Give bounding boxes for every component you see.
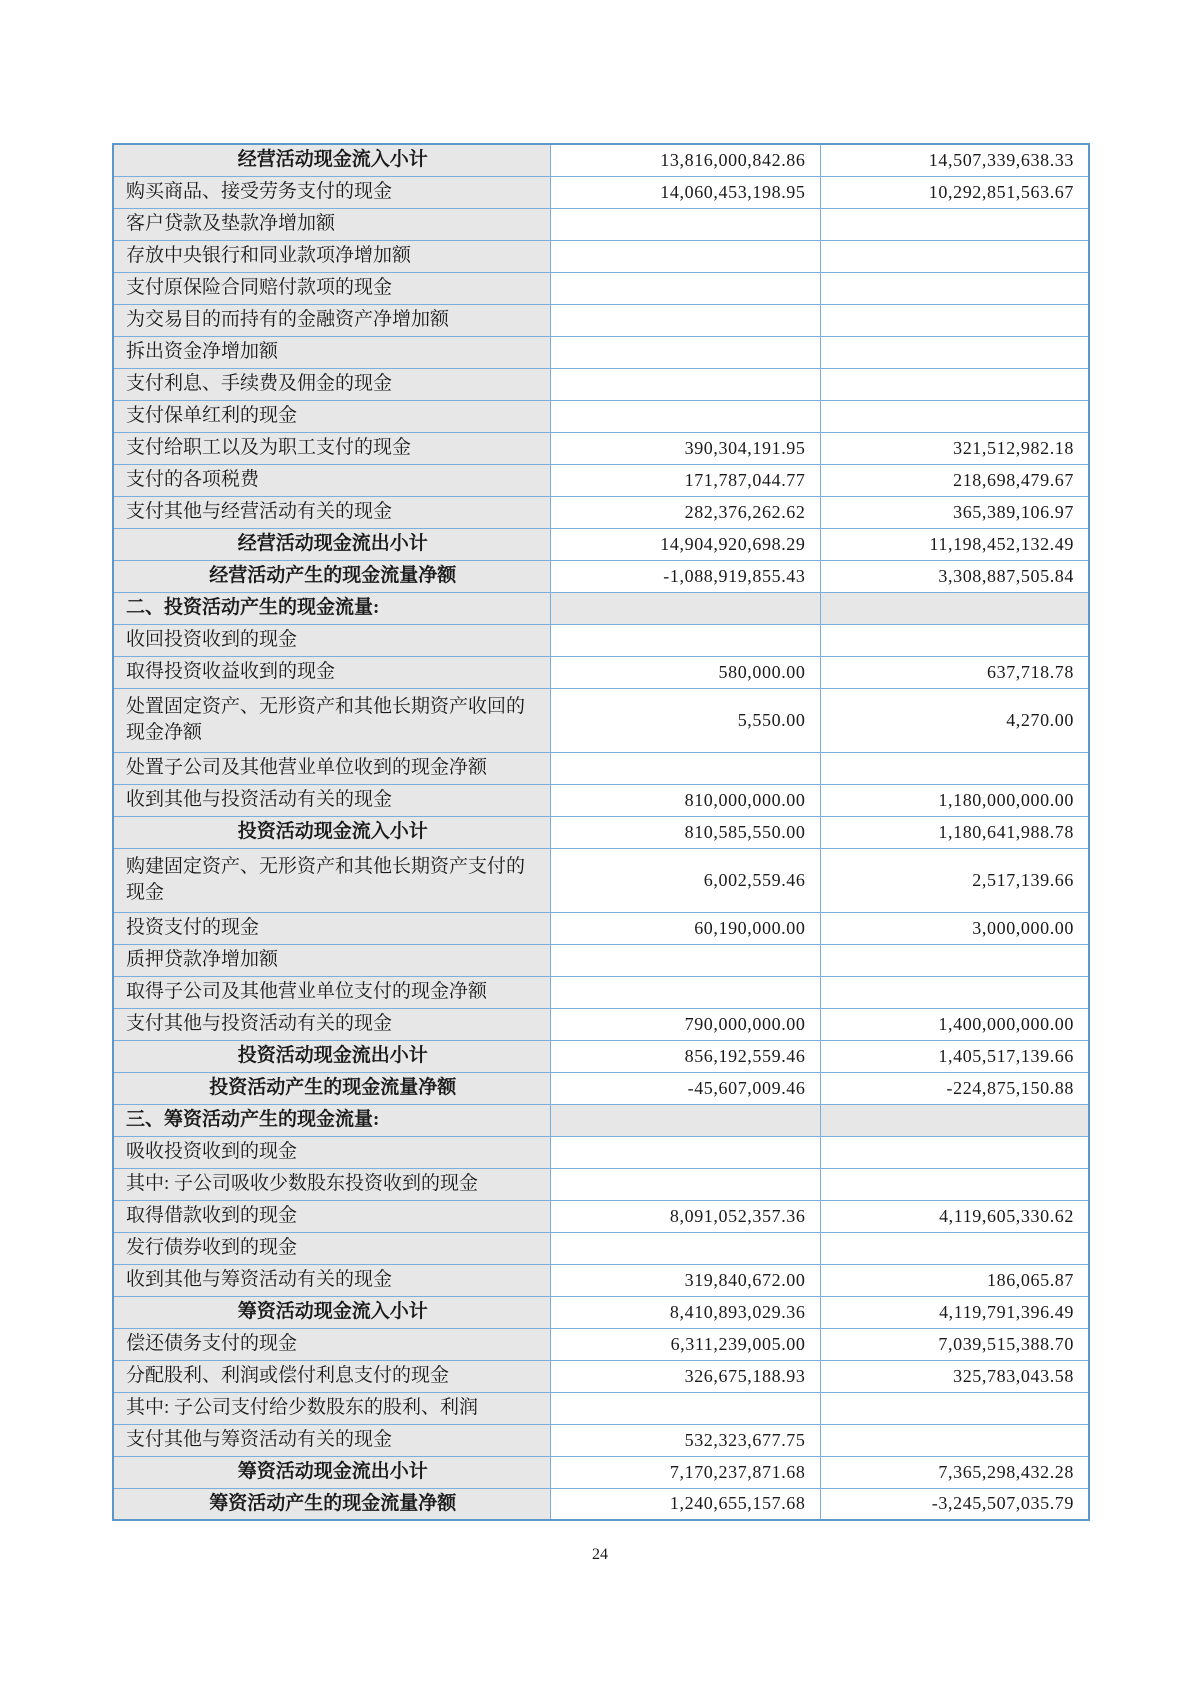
row-value-1 <box>550 1136 820 1168</box>
row-label: 购买商品、接受劳务支付的现金 <box>113 176 550 208</box>
row-label: 取得借款收到的现金 <box>113 1200 550 1232</box>
row-value-2: 11,198,452,132.49 <box>820 528 1089 560</box>
row-value-1 <box>550 1168 820 1200</box>
row-value-2: 4,270.00 <box>820 688 1089 752</box>
row-label: 经营活动现金流入小计 <box>113 144 550 176</box>
table-row <box>113 752 1089 784</box>
row-value-2: 365,389,106.97 <box>820 496 1089 528</box>
table-body <box>113 144 1089 1520</box>
table-row <box>113 208 1089 240</box>
row-value-2: 7,039,515,388.70 <box>820 1328 1089 1360</box>
table-row <box>113 1040 1089 1072</box>
row-value-2 <box>820 272 1089 304</box>
row-value-1: 856,192,559.46 <box>550 1040 820 1072</box>
row-value-2: 218,698,479.67 <box>820 464 1089 496</box>
table-row <box>113 1488 1089 1520</box>
row-label: 支付利息、手续费及佣金的现金 <box>113 368 550 400</box>
row-value-1 <box>550 368 820 400</box>
row-label: 分配股利、利润或偿付利息支付的现金 <box>113 1360 550 1392</box>
row-label: 取得子公司及其他营业单位支付的现金净额 <box>113 976 550 1008</box>
table-row <box>113 1232 1089 1264</box>
table-row <box>113 464 1089 496</box>
row-value-1: 390,304,191.95 <box>550 432 820 464</box>
row-value-2 <box>820 208 1089 240</box>
table-row <box>113 272 1089 304</box>
table-row <box>113 432 1089 464</box>
row-value-1: 6,311,239,005.00 <box>550 1328 820 1360</box>
table-row <box>113 1392 1089 1424</box>
row-value-1: -1,088,919,855.43 <box>550 560 820 592</box>
row-value-2 <box>820 1104 1089 1136</box>
row-label: 处置固定资产、无形资产和其他长期资产收回的现金净额 <box>113 688 550 752</box>
row-label: 取得投资收益收到的现金 <box>113 656 550 688</box>
row-label: 筹资活动现金流入小计 <box>113 1296 550 1328</box>
table-row <box>113 624 1089 656</box>
row-value-1 <box>550 1232 820 1264</box>
row-label: 支付其他与筹资活动有关的现金 <box>113 1424 550 1456</box>
row-label: 支付保单红利的现金 <box>113 400 550 432</box>
row-value-2 <box>820 304 1089 336</box>
row-value-1 <box>550 1104 820 1136</box>
row-value-2 <box>820 1136 1089 1168</box>
row-value-2 <box>820 1168 1089 1200</box>
table-row <box>113 176 1089 208</box>
row-label: 投资活动现金流出小计 <box>113 1040 550 1072</box>
row-value-2: 3,000,000.00 <box>820 912 1089 944</box>
row-value-1 <box>550 240 820 272</box>
row-value-2: 14,507,339,638.33 <box>820 144 1089 176</box>
row-value-2: -224,875,150.88 <box>820 1072 1089 1104</box>
row-label: 投资支付的现金 <box>113 912 550 944</box>
row-label: 客户贷款及垫款净增加额 <box>113 208 550 240</box>
row-value-1: 790,000,000.00 <box>550 1008 820 1040</box>
row-label: 支付给职工以及为职工支付的现金 <box>113 432 550 464</box>
row-value-2 <box>820 944 1089 976</box>
row-value-2: 3,308,887,505.84 <box>820 560 1089 592</box>
table-row <box>113 976 1089 1008</box>
row-value-1: 171,787,044.77 <box>550 464 820 496</box>
row-value-2: 321,512,982.18 <box>820 432 1089 464</box>
table-row <box>113 240 1089 272</box>
table-row <box>113 560 1089 592</box>
row-label: 为交易目的而持有的金融资产净增加额 <box>113 304 550 336</box>
row-value-2: 10,292,851,563.67 <box>820 176 1089 208</box>
row-value-2 <box>820 1392 1089 1424</box>
row-label: 其中: 子公司吸收少数股东投资收到的现金 <box>113 1168 550 1200</box>
table-row <box>113 1200 1089 1232</box>
row-label: 吸收投资收到的现金 <box>113 1136 550 1168</box>
cash-flow-table <box>112 143 1090 1521</box>
row-label: 偿还债务支付的现金 <box>113 1328 550 1360</box>
row-value-1: 580,000.00 <box>550 656 820 688</box>
table-row <box>113 1360 1089 1392</box>
table-row <box>113 784 1089 816</box>
row-value-1: 6,002,559.46 <box>550 848 820 912</box>
row-value-2: 1,180,000,000.00 <box>820 784 1089 816</box>
row-value-1 <box>550 752 820 784</box>
row-value-2: 7,365,298,432.28 <box>820 1456 1089 1488</box>
row-label: 收到其他与投资活动有关的现金 <box>113 784 550 816</box>
row-value-1: 319,840,672.00 <box>550 1264 820 1296</box>
table-row <box>113 144 1089 176</box>
table-row <box>113 1328 1089 1360</box>
row-label: 经营活动产生的现金流量净额 <box>113 560 550 592</box>
row-value-2 <box>820 336 1089 368</box>
row-label: 其中: 子公司支付给少数股东的股利、利润 <box>113 1392 550 1424</box>
row-value-1: 60,190,000.00 <box>550 912 820 944</box>
row-label: 购建固定资产、无形资产和其他长期资产支付的现金 <box>113 848 550 912</box>
table-row <box>113 656 1089 688</box>
row-value-1: 810,000,000.00 <box>550 784 820 816</box>
row-value-1: 282,376,262.62 <box>550 496 820 528</box>
table-row <box>113 1136 1089 1168</box>
row-value-1 <box>550 208 820 240</box>
table-row <box>113 528 1089 560</box>
row-label: 收回投资收到的现金 <box>113 624 550 656</box>
row-label: 投资活动现金流入小计 <box>113 816 550 848</box>
table-row <box>113 336 1089 368</box>
table-row <box>113 400 1089 432</box>
row-value-1 <box>550 1392 820 1424</box>
table-row <box>113 1008 1089 1040</box>
table-row <box>113 368 1089 400</box>
row-label: 三、筹资活动产生的现金流量: <box>113 1104 550 1136</box>
row-label: 质押贷款净增加额 <box>113 944 550 976</box>
row-value-2: 1,400,000,000.00 <box>820 1008 1089 1040</box>
table-row <box>113 688 1089 752</box>
row-value-1 <box>550 624 820 656</box>
row-value-2 <box>820 976 1089 1008</box>
table-row <box>113 1296 1089 1328</box>
row-label: 经营活动现金流出小计 <box>113 528 550 560</box>
row-label: 收到其他与筹资活动有关的现金 <box>113 1264 550 1296</box>
row-label: 筹资活动产生的现金流量净额 <box>113 1488 550 1520</box>
table-row <box>113 944 1089 976</box>
row-value-1: 7,170,237,871.68 <box>550 1456 820 1488</box>
row-value-2: 186,065.87 <box>820 1264 1089 1296</box>
row-value-1 <box>550 944 820 976</box>
row-value-1 <box>550 304 820 336</box>
table-row <box>113 592 1089 624</box>
row-value-1 <box>550 336 820 368</box>
row-label: 支付其他与投资活动有关的现金 <box>113 1008 550 1040</box>
row-label: 支付其他与经营活动有关的现金 <box>113 496 550 528</box>
row-value-2: 637,718.78 <box>820 656 1089 688</box>
row-value-2: 4,119,605,330.62 <box>820 1200 1089 1232</box>
page-number: 24 <box>592 1546 608 1563</box>
row-value-1: 326,675,188.93 <box>550 1360 820 1392</box>
row-value-1: 8,410,893,029.36 <box>550 1296 820 1328</box>
row-value-2: 1,180,641,988.78 <box>820 816 1089 848</box>
row-value-1: 1,240,655,157.68 <box>550 1488 820 1520</box>
table-row <box>113 912 1089 944</box>
row-value-1: 14,060,453,198.95 <box>550 176 820 208</box>
row-label: 二、投资活动产生的现金流量: <box>113 592 550 624</box>
row-value-2: 4,119,791,396.49 <box>820 1296 1089 1328</box>
row-label: 支付原保险合同赔付款项的现金 <box>113 272 550 304</box>
table-row <box>113 1456 1089 1488</box>
row-value-2 <box>820 368 1089 400</box>
table-row <box>113 1072 1089 1104</box>
row-value-2 <box>820 400 1089 432</box>
row-value-2 <box>820 592 1089 624</box>
row-value-2: 2,517,139.66 <box>820 848 1089 912</box>
row-label: 发行债券收到的现金 <box>113 1232 550 1264</box>
row-value-1: 532,323,677.75 <box>550 1424 820 1456</box>
row-value-1 <box>550 976 820 1008</box>
table-row <box>113 816 1089 848</box>
row-label: 筹资活动现金流出小计 <box>113 1456 550 1488</box>
row-label: 存放中央银行和同业款项净增加额 <box>113 240 550 272</box>
row-value-2: 1,405,517,139.66 <box>820 1040 1089 1072</box>
table-row <box>113 1264 1089 1296</box>
row-label: 投资活动产生的现金流量净额 <box>113 1072 550 1104</box>
table-row <box>113 496 1089 528</box>
row-label: 支付的各项税费 <box>113 464 550 496</box>
row-value-1 <box>550 272 820 304</box>
row-value-2 <box>820 1424 1089 1456</box>
row-value-1: 810,585,550.00 <box>550 816 820 848</box>
row-value-2 <box>820 624 1089 656</box>
row-value-1: 13,816,000,842.86 <box>550 144 820 176</box>
row-label: 拆出资金净增加额 <box>113 336 550 368</box>
table-row <box>113 1168 1089 1200</box>
row-value-1: 5,550.00 <box>550 688 820 752</box>
row-value-1: 8,091,052,357.36 <box>550 1200 820 1232</box>
row-value-2 <box>820 240 1089 272</box>
row-value-2 <box>820 1232 1089 1264</box>
table-row <box>113 1424 1089 1456</box>
row-value-1 <box>550 592 820 624</box>
row-value-1: 14,904,920,698.29 <box>550 528 820 560</box>
row-value-1: -45,607,009.46 <box>550 1072 820 1104</box>
row-value-2: -3,245,507,035.79 <box>820 1488 1089 1520</box>
row-value-2: 325,783,043.58 <box>820 1360 1089 1392</box>
table-row <box>113 1104 1089 1136</box>
table-row <box>113 848 1089 912</box>
row-value-1 <box>550 400 820 432</box>
row-value-2 <box>820 752 1089 784</box>
row-label: 处置子公司及其他营业单位收到的现金净额 <box>113 752 550 784</box>
table-row <box>113 304 1089 336</box>
